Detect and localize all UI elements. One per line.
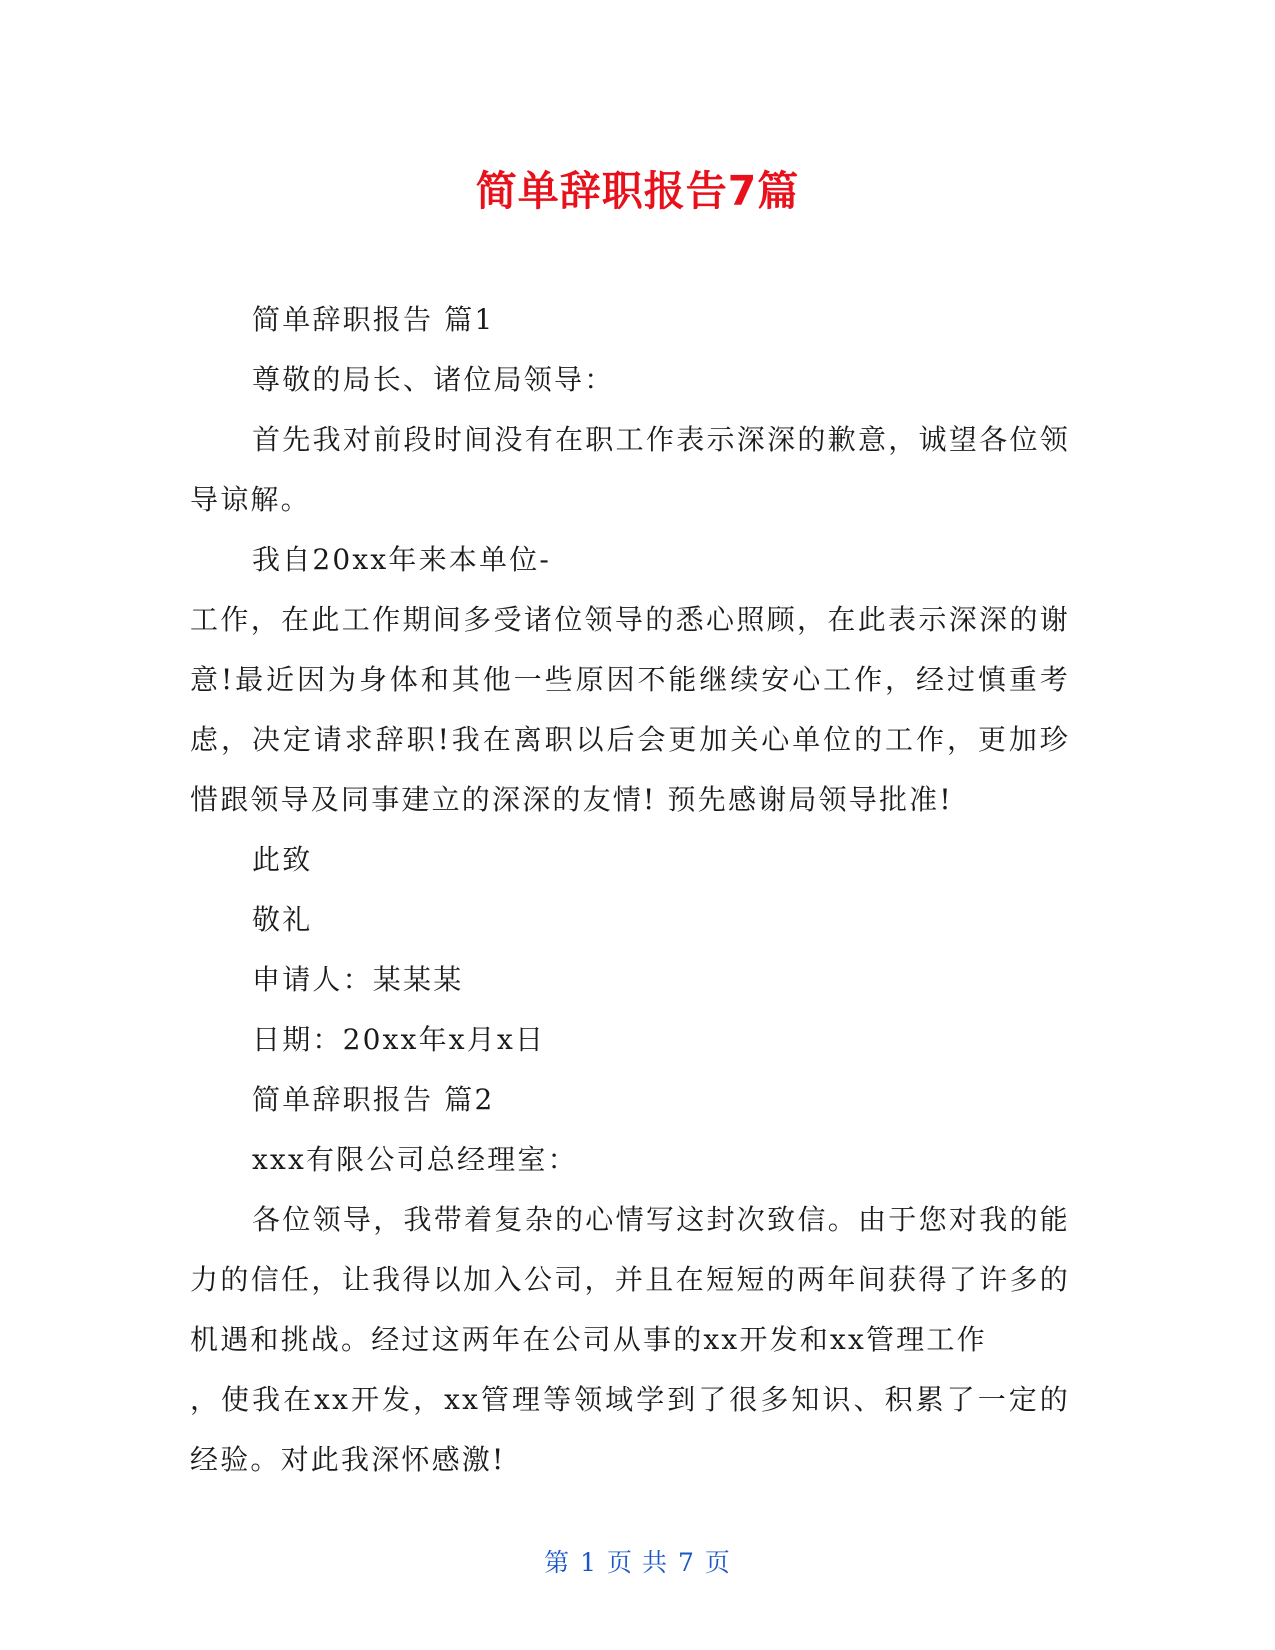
body-paragraph: ，使我在xx开发，xx管理等领域学到了很多知识、积累了一定的经验。对此我深怀感激! bbox=[190, 1383, 1070, 1476]
footer-suffix: 页 bbox=[704, 1548, 731, 1577]
current-page-number: 1 bbox=[580, 1548, 598, 1577]
total-pages-number: 7 bbox=[677, 1548, 695, 1577]
applicant-line: 申请人：某某某 bbox=[252, 963, 464, 996]
body-paragraph: 我自20xx年来本单位- bbox=[252, 543, 552, 576]
body-paragraph: 工作，在此工作期间多受诸位领导的悉心照顾，在此表示深深的谢意!最近因为身体和其他一些原因不能继续安心工作，经过慎重考虑，决定请求辞职!我在离职以后会更加关心单位的工作，更加珍惜跟领导及同事建立的深深的友情! 预先感谢局领导批准! bbox=[190, 603, 1070, 816]
closing-line: 此致 bbox=[252, 843, 313, 876]
document-title: 简单辞职报告7篇 bbox=[475, 167, 800, 215]
body-paragraph: 首先我对前段时间没有在职工作表示深深的歉意，诚望各位领导谅解。 bbox=[190, 423, 1070, 516]
document-body bbox=[190, 290, 1070, 1490]
date-line: 日期：20xx年x月x日 bbox=[252, 1023, 546, 1056]
footer-prefix: 第 bbox=[544, 1548, 571, 1577]
section-heading-1: 简单辞职报告 篇1 bbox=[252, 303, 495, 336]
salutation: xxx有限公司总经理室： bbox=[252, 1143, 578, 1176]
closing-line: 敬礼 bbox=[252, 903, 313, 936]
body-paragraph: 各位领导，我带着复杂的心情写这封次致信。由于您对我的能力的信任，让我得以加入公司，并且在短短的两年间获得了许多的机遇和挑战。经过这两年在公司从事的xx开发和xx管理工作 bbox=[190, 1203, 1070, 1356]
section-heading-2: 简单辞职报告 篇2 bbox=[252, 1083, 495, 1116]
page-footer bbox=[0, 1543, 1275, 1579]
salutation: 尊敬的局长、诸位局领导： bbox=[252, 363, 615, 396]
footer-middle: 页 共 bbox=[607, 1548, 668, 1577]
